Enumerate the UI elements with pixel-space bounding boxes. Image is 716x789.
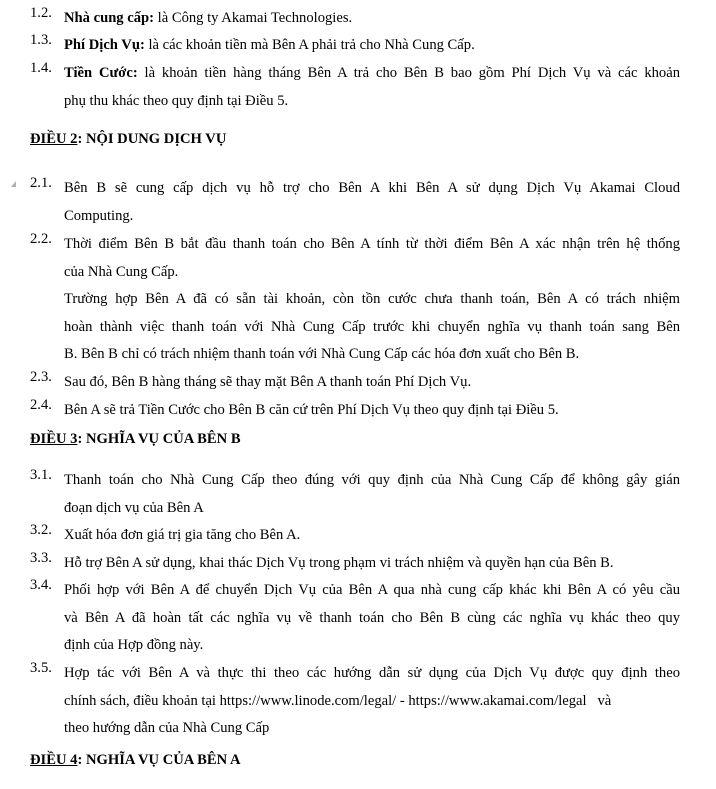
clause-text-cont: của Nhà Cung Cấp. bbox=[64, 263, 179, 280]
clause-text: Bên B sẽ cung cấp dịch vụ hỗ trợ cho Bên A khi Bên A sử dụng Dịch Vụ Akamai Cloud bbox=[64, 180, 680, 196]
clause-2-2-paragraph bbox=[64, 286, 680, 369]
clause-text-cont: và Bên A đã hoàn tất các nghĩa vụ về thanh toán cho Bên B cùng các nghĩa vụ khác theo quy bbox=[64, 609, 680, 626]
clause-term: Phí Dịch Vụ: bbox=[64, 37, 145, 53]
clause-number: 2.1. bbox=[30, 175, 52, 191]
clause-number: 1.4. bbox=[30, 60, 52, 76]
section-title: : NỘI DUNG DỊCH VỤ bbox=[77, 131, 227, 147]
paragraph-line: B. Bên B chỉ có trách nhiệm thanh toán với Nhà Cung Cấp các hóa đơn xuất cho Bên B. bbox=[64, 346, 580, 362]
clause-term: Tiền Cước: bbox=[64, 65, 138, 81]
clause-number: 2.2. bbox=[30, 231, 52, 247]
section-heading-dieu-4 bbox=[30, 752, 241, 769]
section-title: : NGHĨA VỤ CỦA BÊN A bbox=[77, 752, 241, 768]
clause-text: Bên A sẽ trả Tiền Cước cho Bên B căn cứ trên Phí Dịch Vụ theo quy định tại Điều 5. bbox=[64, 402, 559, 418]
paragraph-line: hoàn thành việc thanh toán với Nhà Cung Cấp trước khi chuyển nghĩa vụ thanh toán sang Bên bbox=[64, 318, 680, 335]
clause-number: 1.3. bbox=[30, 32, 52, 48]
clause-number: 3.3. bbox=[30, 550, 52, 566]
clause-text: Phối hợp với Bên A để chuyển Dịch Vụ của Bên A qua nhà cung cấp khác khi Bên A có yêu cầu bbox=[64, 582, 680, 598]
clause-number: 3.5. bbox=[30, 660, 52, 676]
paragraph-line: Trường hợp Bên A đã có sẵn tài khoản, còn tồn cước chưa thanh toán, Bên A có trách nhiệm bbox=[64, 291, 680, 307]
clause-text-cont: theo hướng dẫn của Nhà Cung Cấp bbox=[64, 720, 270, 736]
section-heading-dieu-3 bbox=[30, 431, 241, 448]
section-heading-dieu-2 bbox=[30, 131, 226, 148]
clause-text: Thanh toán cho Nhà Cung Cấp theo đúng với quy định của Nhà Cung Cấp để không gây gián bbox=[64, 472, 680, 488]
clause-term: Nhà cung cấp: bbox=[64, 10, 155, 26]
clause-text: Sau đó, Bên B hàng tháng sẽ thay mặt Bên A thanh toán Phí Dịch Vụ. bbox=[64, 374, 472, 390]
section-label: ĐIỀU 2 bbox=[30, 131, 78, 147]
section-label: ĐIỀU 4 bbox=[30, 752, 78, 768]
clause-text: Thời điểm Bên B bắt đầu thanh toán cho Bên A tính từ thời điểm Bên A xác nhận trên hệ thống bbox=[64, 236, 680, 252]
section-label: ĐIỀU 3 bbox=[30, 431, 78, 447]
clause-text-cont: Computing. bbox=[64, 207, 134, 224]
clause-text: Hỗ trợ Bên A sử dụng, khai thác Dịch Vụ trong phạm vi trách nhiệm và quyền hạn của Bên B. bbox=[64, 555, 614, 571]
clause-text-cont: đoạn dịch vụ của Bên A bbox=[64, 499, 204, 516]
clause-number: 3.4. bbox=[30, 577, 52, 593]
clause-number: 1.2. bbox=[30, 5, 52, 21]
clause-number: 3.1. bbox=[30, 467, 52, 483]
clause-text: Xuất hóa đơn giá trị gia tăng cho Bên A. bbox=[64, 527, 301, 543]
clause-number: 2.4. bbox=[30, 397, 52, 413]
section-title: : NGHĨA VỤ CỦA BÊN B bbox=[77, 431, 241, 447]
clause-number: 3.2. bbox=[30, 522, 52, 538]
clause-text-cont: phụ thu khác theo quy định tại Điều 5. bbox=[64, 92, 289, 109]
clause-number: 2.3. bbox=[30, 369, 52, 385]
clause-text: Hợp tác với Bên A và thực thi theo các hướng dẫn sử dụng của Dịch Vụ được quy định theo bbox=[64, 665, 680, 681]
clause-text-cont: chính sách, điều khoản tại https://www.linode.com/legal/ - https://www.akamai.com/legal và bbox=[64, 692, 612, 709]
clause-text: là khoản tiền hàng tháng Bên A trả cho Bên B bao gồm Phí Dịch Vụ và các khoản bbox=[137, 65, 680, 81]
clause-text: là các khoản tiền mà Bên A phải trả cho Nhà Cung Cấp. bbox=[144, 37, 475, 53]
clause-text: là Công ty Akamai Technologies. bbox=[154, 10, 353, 26]
collapse-triangle-icon[interactable] bbox=[11, 181, 16, 187]
clause-text-cont: định của Hợp đồng này. bbox=[64, 637, 204, 653]
